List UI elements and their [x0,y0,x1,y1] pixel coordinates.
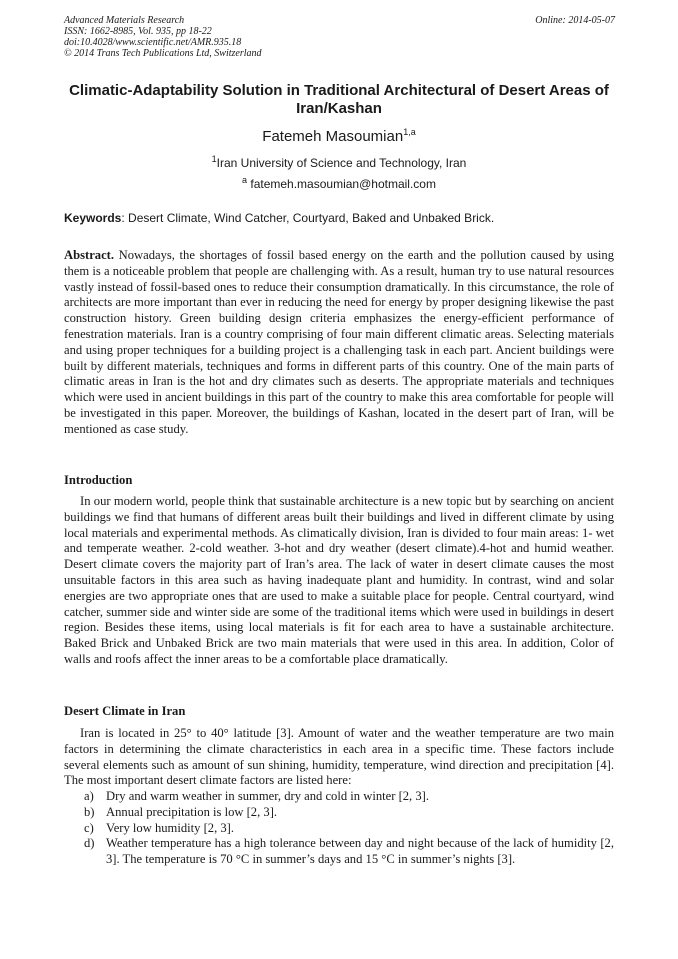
journal-header [64,15,262,59]
climate-factors-list [64,789,614,868]
introduction-paragraph: In our modern world, people think that sustainable architecture is a new topic but by searching on ancient buildings we find that humans of different areas built their buildings and lived in different climate by using local materials and experimental methods. As climatically division, Iran is divided to four main areas: 1- wet and temperate weather. 2-cold weather. 3-hot and dry weather (desert climate).4-hot and humid weather. Desert climate covers the majority part of Iran’s area. The lack of water in desert climate causes the most unsuitable factors in this area such as having inadequate plant and humidity. In contrast, wind and solar energies are two appropriate ones that are used to make a suitable place for people. Central courtyard, wind catcher, summer side and winter side are some of the traditional items which were used in buildings in desert region. Besides these items, using local materials is fit for each area to have a sustainable architecture. Baked Brick and Unbaked Brick are two main materials that were used in this area. In addition, Color of walls and roofs affect the inner areas to be a comfortable place dramatically. [64,494,614,666]
author-line [64,128,614,145]
author-name: Fatemeh Masoumian [262,128,404,145]
paper-title: Climatic-Adaptability Solution in Traditional Architectural of Desert Areas of Iran/Kashan [69,82,609,117]
list-item [64,805,614,821]
journal-name: Advanced Materials Research [64,15,185,26]
desert-climate-heading: Desert Climate in Iran [64,704,186,718]
keywords [64,211,614,225]
list-item [64,821,614,837]
list-item-text: Dry and warm weather in summer, dry and cold in winter [2, 3]. [106,789,429,803]
keywords-text: : Desert Climate, Wind Catcher, Courtyard, Baked and Unbaked Brick. [121,211,495,225]
affiliation-1-text: Iran University of Science and Technology, Iran [216,156,467,170]
author-superscript: 1,a [403,127,416,137]
desert-climate-paragraph: Iran is located in 25° to 40° latitude [3]. Amount of water and the weather temperature are two main factors in determining the climate characteristics in each area in a specific time. These factors include several elements such as amount of sun shining, humidity, temperature, wind direction and precipitation [4]. The most important desert climate factors are listed here: [64,726,614,788]
journal-doi: doi:10.4028/www.scientific.net/AMR.935.18 [64,37,242,48]
introduction-heading: Introduction [64,473,133,487]
list-item-text: Very low humidity [2, 3]. [106,820,235,835]
list-item [64,789,614,805]
affiliation-1 [64,156,614,170]
list-marker: d) [84,836,95,851]
abstract-label: Abstract. [64,248,115,262]
list-item [64,836,614,868]
list-marker: c) [84,820,94,835]
list-item-text: Weather temperature has a high tolerance between day and night because of the lack of humidity [2, 3]. The temperature is 70 °C in summer’s days and 15 °C in summer’s nights [3]. [106,836,614,867]
abstract-text: Nowadays, the shortages of fossil based energy on the earth and the pollution caused by using them is a noticeable problem that people are challenging with. As a result, human try to use natural resources vastly instead of fossil-based ones to reduce their consumption dramatically. In this circumstance, the role of architects are more important than ever in reducing the need for energy by proper designing likewise the past construction history. Green building design criteria emphasizes the energy-efficient performance of fenestration materials. Iran is a country comprising of four main different climatic areas. Selecting materials and using proper techniques for a building project is a challenging task in each part. Ancient buildings were built by different materials, techniques and forms in different parts of this country. One of the main parts of climatic areas in Iran is the hot and dry climates such as deserts. The appropriate materials and techniques which were used in ancient buildings in this part of the country to make this area comfortable for people will be investigated in this paper. Moreover, the buildings of Kashan, located in the desert part of Iran, will be mentioned as case study. [64,248,614,436]
affiliation-2-marker: a [242,175,248,185]
list-item-text: Annual precipitation is low [2, 3]. [106,804,278,819]
keywords-label: Keywords [64,211,122,225]
affiliation-2 [64,177,614,191]
online-date: Online: 2014-05-07 [535,15,615,26]
author-email: fatemeh.masoumian@hotmail.com [247,177,436,191]
list-marker: b) [84,804,95,819]
journal-issn: ISSN: 1662-8985, Vol. 935, pp 18-22 [64,26,212,37]
abstract [64,248,614,438]
list-marker: a) [84,789,94,803]
affiliation-1-marker: 1 [211,154,217,164]
journal-copyright: © 2014 Trans Tech Publications Ltd, Switzerland [64,48,262,59]
